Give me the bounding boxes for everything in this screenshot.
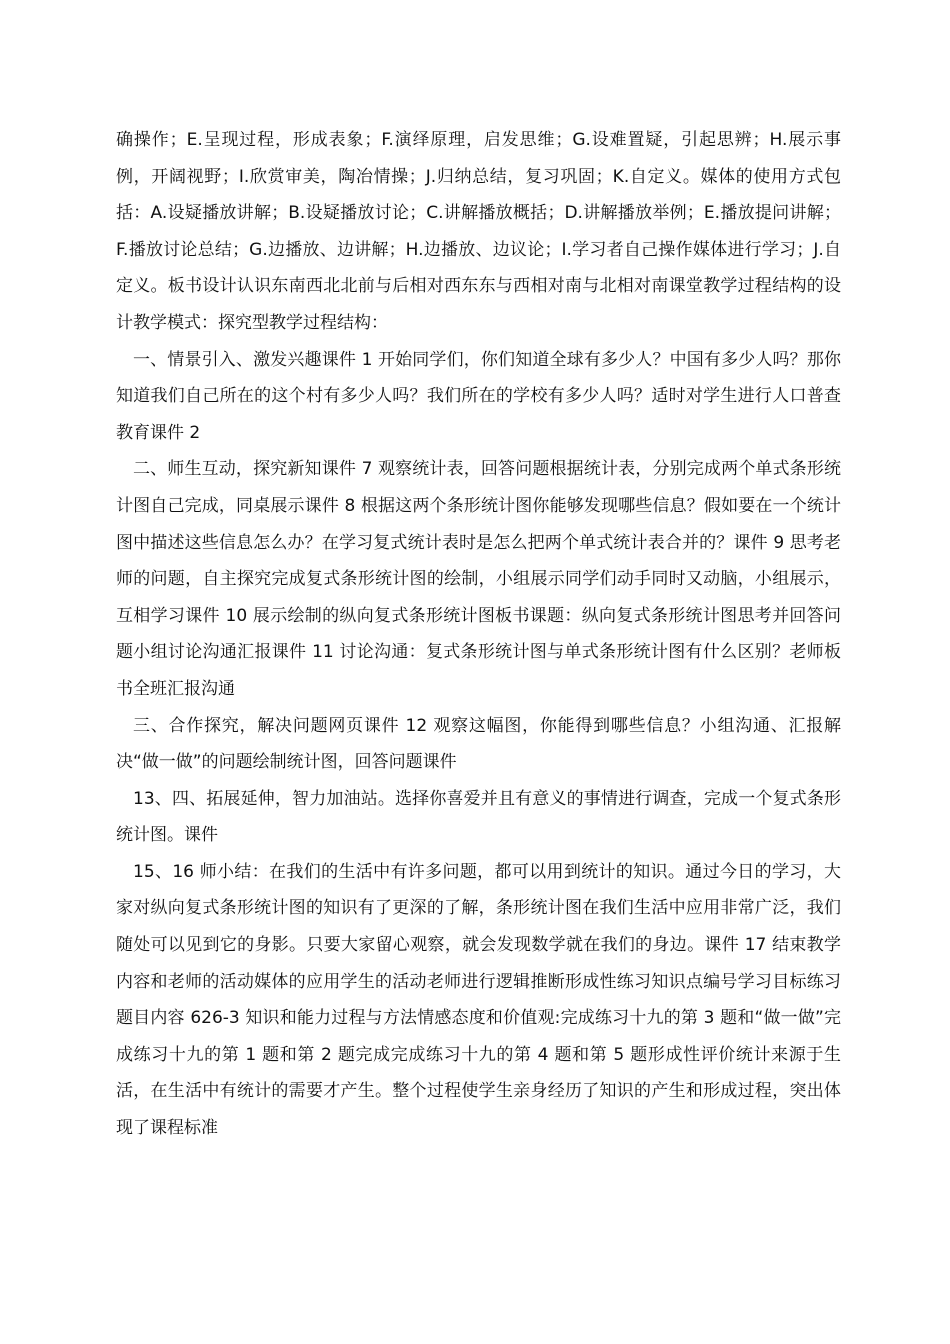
document-body	[116, 122, 841, 1147]
paragraph-intro: 确操作；E.呈现过程，形成表象；F.演绎原理，启发思维；G.设难置疑，引起思辨；H.展示事例，开阔视野；I.欣赏审美，陶冶情操；J.归纳总结，复习巩固；K.自定义。媒体的使用方式包括：A.设疑播放讲解；B.设疑播放讨论；C.讲解播放概括；D.讲解播放举例；E.播放提问讲解；F.播放讨论总结；G.边播放、边讲解；H.边播放、边议论；I.学习者自己操作媒体进行学习；J.自定义。板书设计认识东南西北北前与后相对西东东与西相对南与北相对南课堂教学过程结构的设计教学模式：探究型教学过程结构：	[116, 130, 841, 333]
paragraph-step-two: 二、师生互动，探究新知课件 7 观察统计表，回答问题根据统计表，分别完成两个单式条形统计图自己完成，同桌展示课件 8 根据这两个条形统计图你能够发现哪些信息？假如要在一个统计图中描述这些信息怎么办？在学习复式统计表时是怎么把两个单式统计表合并的？课件 9 思考老师的问题，自主探究完成复式条形统计图的绘制，小组展示同学们动手同时又动脑，小组展示，互相学习课件 10 展示绘制的纵向复式条形统计图板书课题：纵向复式条形统计图思考并回答问题小组讨论沟通汇报课件 11 讨论沟通：复式条形统计图与单式条形统计图有什么区别？老师板书全班汇报沟通	[116, 459, 841, 699]
paragraph-step-three: 三、合作探究，解决问题网页课件 12 观察这幅图，你能得到哪些信息？小组沟通、汇报解决“做一做”的问题绘制统计图，回答问题课件	[116, 715, 841, 773]
paragraph-step-four: 13、四、拓展延伸，智力加油站。选择你喜爱并且有意义的事情进行调查，完成一个复式条形统计图。课件	[116, 788, 841, 846]
paragraph-step-one: 一、情景引入、激发兴趣课件 1 开始同学们，你们知道全球有多少人？中国有多少人吗？那你知道我们自己所在的这个村有多少人吗？我们所在的学校有多少人吗？适时对学生进行人口普查教育课件 2	[116, 349, 841, 443]
paragraph-summary: 15、16 师小结：在我们的生活中有许多问题，都可以用到统计的知识。通过今日的学习，大家对纵向复式条形统计图的知识有了更深的了解，条形统计图在我们生活中应用非常广泛，我们随处可以见到它的身影。只要大家留心观察，就会发现数学就在我们的身边。课件 17 结束教学内容和老师的活动媒体的应用学生的活动老师进行逻辑推断形成性练习知识点编号学习目标练习题目内容 626-3 知识和能力过程与方法情感态度和价值观:完成练习十九的第 3 题和“做一做”完成练习十九的第 1 题和第 2 题完成完成练习十九的第 4 题和第 5 题形成性评价统计来源于生活，在生活中有统计的需要才产生。整个过程使学生亲身经历了知识的产生和形成过程，突出体现了课程标准	[116, 861, 841, 1139]
